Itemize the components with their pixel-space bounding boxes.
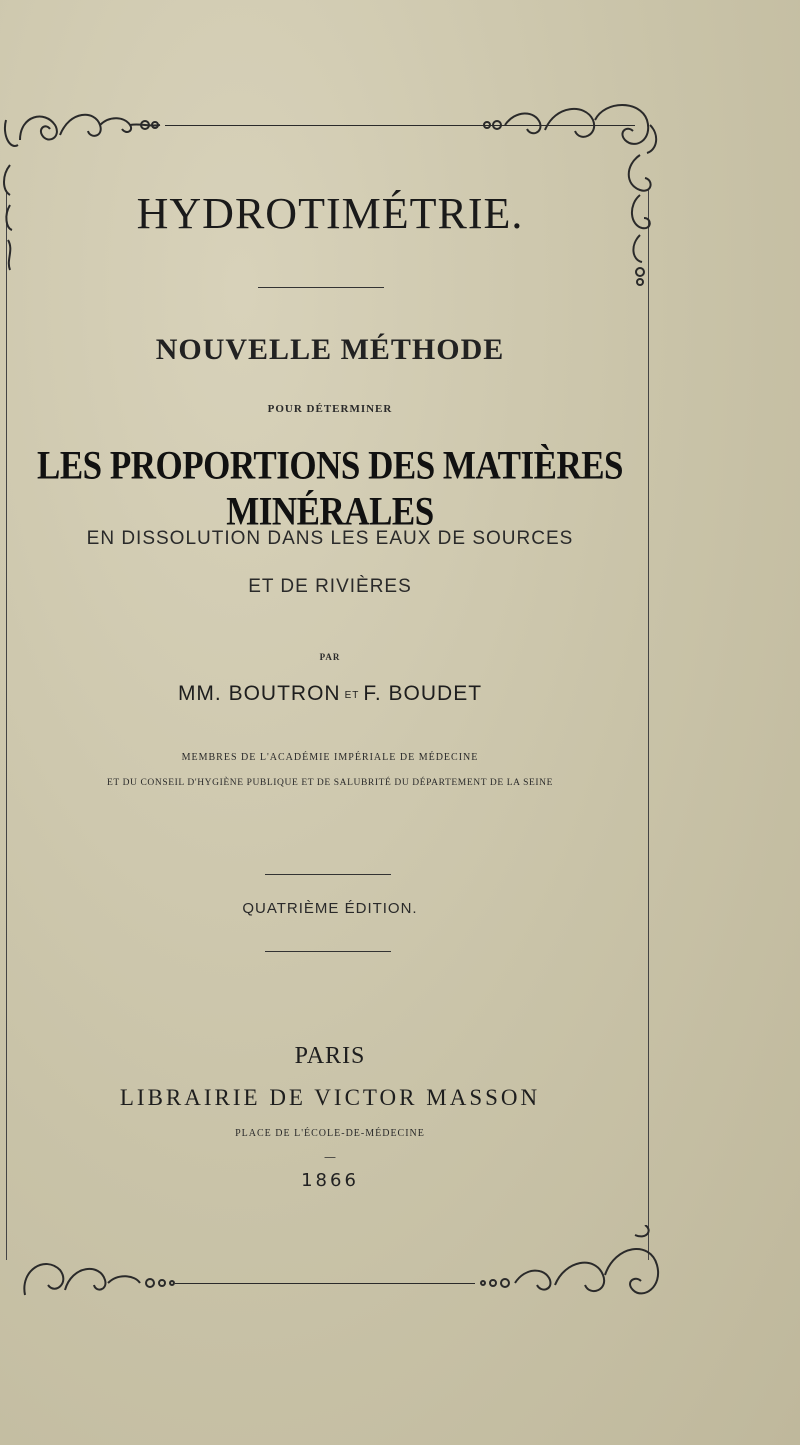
publication-year: 1866 [301, 1170, 359, 1191]
publisher: LIBRAIRIE DE VICTOR MASSON [119, 1085, 541, 1110]
scroll-ornament-icon [10, 1245, 180, 1305]
edition: QUATRIÈME ÉDITION. [242, 900, 418, 917]
author-conjunction: ET [344, 690, 360, 701]
dissolution-line: EN DISSOLUTION DANS LES EAUX DE SOURCES [86, 528, 574, 549]
pour-determiner: POUR DÉTERMINER [267, 403, 393, 415]
city: PARIS [294, 1043, 366, 1069]
separator-dash: — [324, 1150, 336, 1164]
bottom-border-line [175, 1283, 475, 1284]
edition-rule-top [265, 874, 391, 875]
top-ornamental-border [0, 95, 800, 155]
members-line: MEMBRES DE L'ACADÉMIE IMPÉRIALE DE MÉDECINE [181, 752, 479, 763]
edition-rule-bottom [265, 951, 391, 952]
publisher-address: PLACE DE L'ÉCOLE-DE-MÉDECINE [235, 1128, 425, 1139]
scroll-ornament-icon [475, 1225, 665, 1305]
main-heading: LES PROPORTIONS DES MATIÈRES MINÉRALES [36, 443, 624, 534]
conseil-line: ET DU CONSEIL D'HYGIÈNE PUBLIQUE ET DE SALUBRITÉ DU DÉPARTEMENT DE LA SEINE [106, 778, 553, 788]
par-label: PAR [319, 652, 341, 662]
rivieres-line: ET DE RIVIÈRES [248, 576, 412, 597]
subtitle: NOUVELLE MÉTHODE [155, 333, 505, 366]
author-first: MM. BOUTRON [177, 682, 341, 705]
scroll-ornament-icon [475, 95, 665, 155]
authors [0, 682, 660, 706]
scroll-ornament-icon [0, 95, 170, 155]
page-title: HYDROTIMÉTRIE. [136, 189, 524, 238]
title-rule [258, 287, 384, 288]
author-second: F. BOUDET [363, 682, 483, 705]
bottom-ornamental-border [0, 1245, 800, 1305]
